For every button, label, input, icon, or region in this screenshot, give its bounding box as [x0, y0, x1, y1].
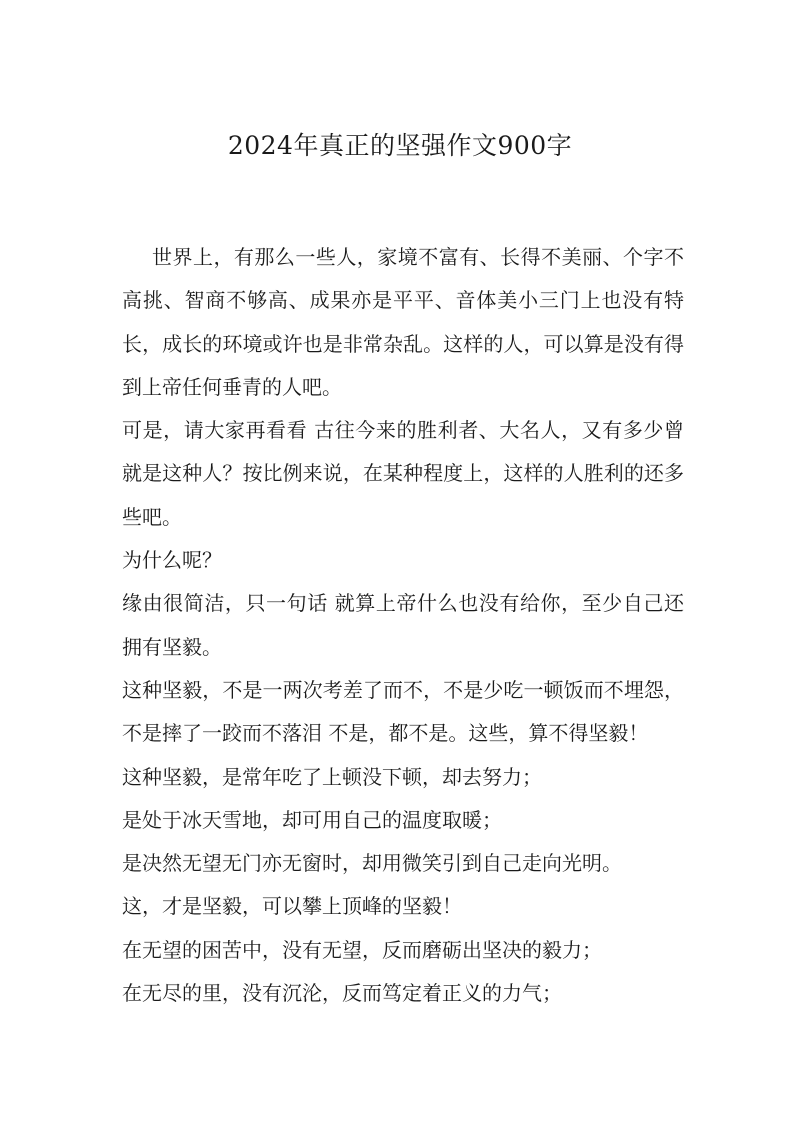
document-body [122, 236, 684, 1015]
paragraph: 是处于冰天雪地，却可用自己的温度取暖； [122, 807, 502, 832]
paragraph: 在无尽的里，没有沉沦，反而笃定着正义的力气； [122, 981, 562, 1006]
paragraph: 可是，请大家再看看 古往今来的胜利者、大名人，又有多少曾就是这种人？按比例来说，在某种程度上，这样的人胜利的还多些吧。 [122, 418, 684, 529]
paragraph: 这种坚毅，是常年吃了上顿没下顿，却去努力； [122, 764, 542, 789]
paragraph: 在无望的困苦中，没有无望，反而磨砺出坚决的毅力； [122, 937, 602, 962]
paragraph: 这种坚毅，不是一两次考差了而不，不是少吃一顿饭而不埋怨，不是摔了一跤而不落泪 不是，都不是。这些，算不得坚毅！ [122, 677, 684, 746]
paragraph: 这，才是坚毅，可以攀上顶峰的坚毅！ [122, 894, 462, 919]
document-title: 2024年真正的坚强作文900字 [227, 131, 573, 160]
paragraph: 为什么呢？ [122, 548, 222, 573]
paragraph: 缘由很简洁，只一句话 就算上帝什么也没有给你，至少自己还拥有坚毅。 [122, 591, 684, 659]
paragraph: 是决然无望无门亦无窗时，却用微笑引到自己走向光明。 [122, 851, 622, 876]
paragraph: 世界上，有那么一些人，家境不富有、长得不美丽、个字不高挑、智商不够高、成果亦是平平、音体美小三门上也没有特长，成长的环境或许也是非常杂乱。这样的人，可以算是没有得到上帝任何垂青的人吧。 [122, 245, 684, 399]
